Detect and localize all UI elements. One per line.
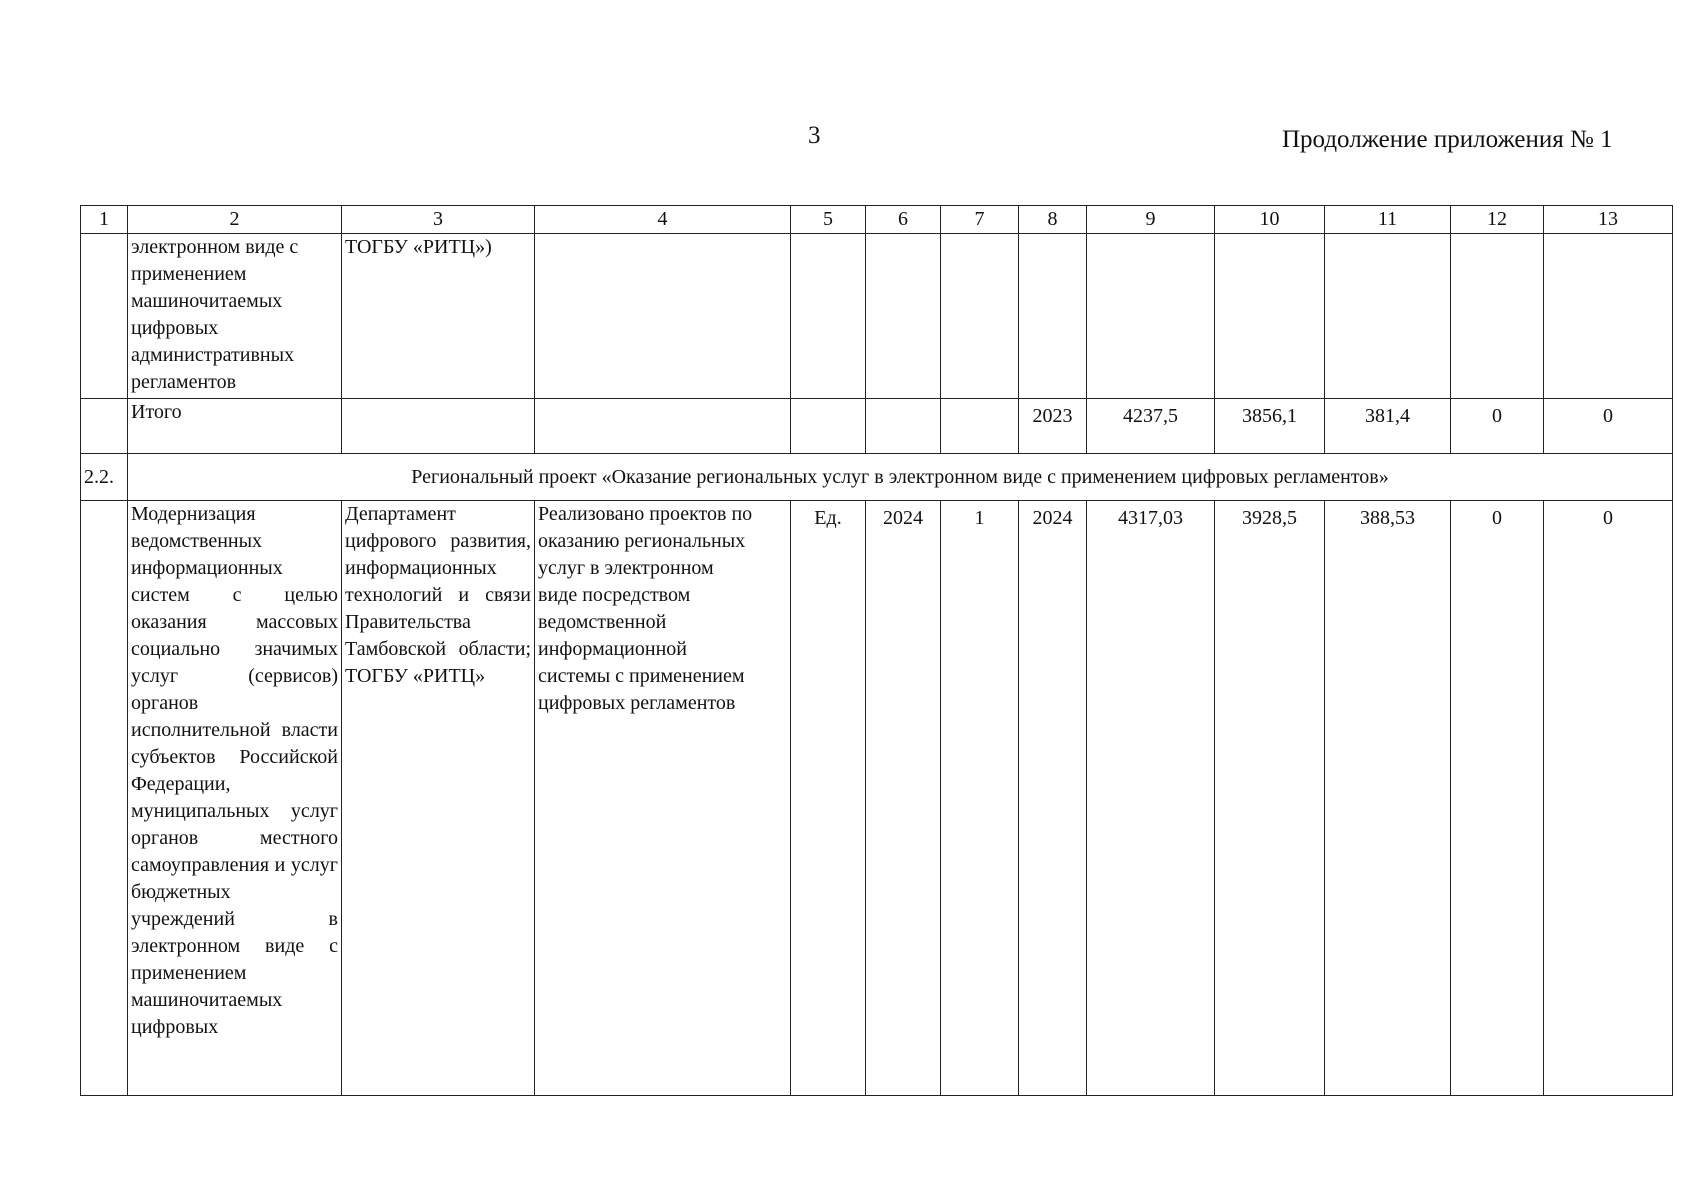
indicator-cell: Реализовано проектов по оказанию региональных услуг в электронном виде посредством ведомственной информационной системы с применением цифровых регламентов bbox=[535, 501, 791, 1096]
column-number-cell: 13 bbox=[1544, 206, 1673, 234]
table-cell bbox=[791, 234, 866, 399]
column-number-cell: 10 bbox=[1215, 206, 1325, 234]
column-number-cell: 4 bbox=[535, 206, 791, 234]
continuation-row bbox=[81, 234, 1673, 399]
table-cell bbox=[1019, 234, 1087, 399]
local-funding-cell: 0 bbox=[1451, 399, 1544, 454]
table-cell bbox=[866, 399, 941, 454]
project-title-cell: Региональный проект «Оказание региональных услуг в электронном виде с применением цифровых регламентов» bbox=[128, 454, 1673, 501]
project-number-cell: 2.2. bbox=[81, 454, 128, 501]
column-number-cell: 12 bbox=[1451, 206, 1544, 234]
year-cell: 2023 bbox=[1019, 399, 1087, 454]
column-number-cell: 5 bbox=[791, 206, 866, 234]
total-funding-cell: 4317,03 bbox=[1087, 501, 1215, 1096]
table-cell bbox=[1451, 234, 1544, 399]
table-cell bbox=[1325, 234, 1451, 399]
regional-funding-cell: 381,4 bbox=[1325, 399, 1451, 454]
other-funding-cell: 0 bbox=[1544, 399, 1673, 454]
table-cell bbox=[81, 501, 128, 1096]
table-cell bbox=[1544, 234, 1673, 399]
unit-cell: Ед. bbox=[791, 501, 866, 1096]
federal-funding-cell: 3856,1 bbox=[1215, 399, 1325, 454]
regional-funding-cell: 388,53 bbox=[1325, 501, 1451, 1096]
appendix-note: Продолжение приложения № 1 bbox=[1282, 126, 1613, 153]
executor-cell: Департамент цифрового развития, информационных технологий и связи Правительства Тамбовской области; ТОГБУ «РИТЦ» bbox=[342, 501, 535, 1096]
event-name-cell: Модернизация ведомственных информационных систем с целью оказания массовых социально значимых услуг (сервисов) органов исполнительной власти субъектов Российской Федерации, муниципальных услуг органов местного самоуправления и услуг бюджетных учреждений в электронном виде с применением машиночитаемых цифровых bbox=[128, 501, 342, 1096]
table-cell bbox=[941, 234, 1019, 399]
indicator-year-cell: 2024 bbox=[866, 501, 941, 1096]
total-funding-cell: 4237,5 bbox=[1087, 399, 1215, 454]
event-name-cell: электронном виде с применением машиночитаемых цифровых административных регламентов bbox=[128, 234, 342, 399]
column-number-cell: 11 bbox=[1325, 206, 1451, 234]
table-cell bbox=[535, 399, 791, 454]
table-cell bbox=[81, 399, 128, 454]
project-row bbox=[81, 454, 1673, 501]
column-number-cell: 7 bbox=[941, 206, 1019, 234]
page-number: 3 bbox=[808, 122, 821, 149]
table-cell bbox=[535, 234, 791, 399]
column-number-cell: 6 bbox=[866, 206, 941, 234]
other-funding-cell: 0 bbox=[1544, 501, 1673, 1096]
column-number-row bbox=[81, 206, 1673, 234]
appendix-table bbox=[80, 205, 1673, 1096]
executor-cell: ТОГБУ «РИТЦ») bbox=[342, 234, 535, 399]
table-cell bbox=[866, 234, 941, 399]
local-funding-cell: 0 bbox=[1451, 501, 1544, 1096]
table-cell bbox=[1215, 234, 1325, 399]
column-number-cell: 8 bbox=[1019, 206, 1087, 234]
total-row bbox=[81, 399, 1673, 454]
item-row bbox=[81, 501, 1673, 1096]
table-cell bbox=[81, 234, 128, 399]
table-cell bbox=[941, 399, 1019, 454]
column-number-cell: 9 bbox=[1087, 206, 1215, 234]
column-number-cell: 1 bbox=[81, 206, 128, 234]
federal-funding-cell: 3928,5 bbox=[1215, 501, 1325, 1096]
total-label-cell: Итого bbox=[128, 399, 342, 454]
column-number-cell: 3 bbox=[342, 206, 535, 234]
year-cell: 2024 bbox=[1019, 501, 1087, 1096]
column-number-cell: 2 bbox=[128, 206, 342, 234]
table-cell bbox=[342, 399, 535, 454]
table-cell bbox=[791, 399, 866, 454]
indicator-value-cell: 1 bbox=[941, 501, 1019, 1096]
table-cell bbox=[1087, 234, 1215, 399]
